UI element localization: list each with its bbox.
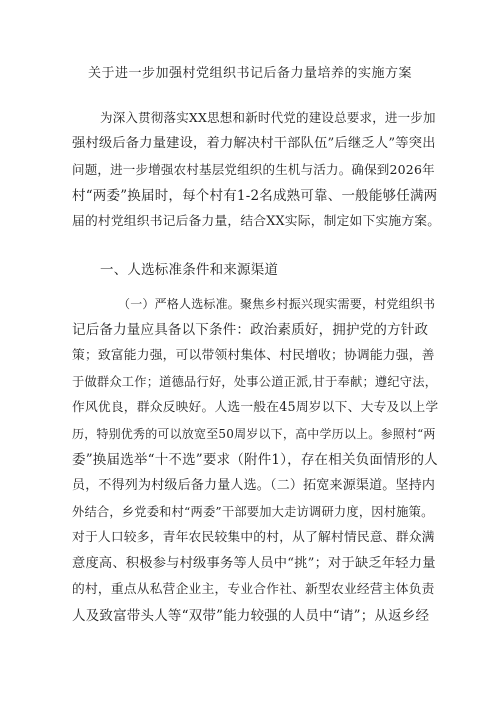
body-line-6: 历，特别优秀的可以放宽至50周岁以下，高中学历以上。参照村“两: [72, 427, 436, 441]
body-line-4: 于做群众工作；道德品行好，处事公道正派,甘于奉献；遵纪守法，: [72, 375, 438, 389]
body-line-13: 人及致富带头人等“双带”能力较强的人员中“请”；从返乡经: [72, 608, 430, 624]
intro-line-2: 强村级后备力量建设，着力解决村干部队伍”后继乏人”等突出: [72, 136, 436, 151]
intro-line-5: 届的村党组织书记后备力量，结合XX实际，制定如下实施方案。: [72, 214, 441, 229]
document-title: 关于进一步加强村党组织书记后备力量培养的实施方案: [87, 66, 412, 81]
body-line-8: 员，不得列为村级后备力量人选。（二）拓宽来源渠道。坚持内: [72, 478, 436, 493]
body-line-12: 的村，重点从私营企业主，专业合作社、新型农业经营主体负责: [72, 582, 435, 597]
body-line-9: 外结合，乡党委和村“两委”干部要加大走访调研力度，因村施策。: [72, 505, 434, 519]
body-line-5: 作风优良，群众反映好。人选一般在45周岁以下、大专及以上学: [72, 400, 439, 415]
section-heading: 一、人选标准条件和来源渠道: [100, 262, 279, 278]
body-line-7: 委”换届选举“十不选”要求（附件1），存在相关负面情形的人: [72, 452, 438, 468]
body-line-10: 对于人口较多，青年农民较集中的村，从了解村情民意、群众满: [72, 530, 435, 545]
body-line-3: 策；致富能力强，可以带领村集体、村民增收；协调能力强，善: [72, 348, 435, 363]
body-line-11: 意度高、积极参与村级事务等人员中“挑”；对于缺乏年轻力量: [72, 556, 436, 571]
intro-line-4: 村“两委”换届时，每个村有1-2名成熟可靠、一般能够任满两: [72, 188, 438, 204]
intro-line-3: 问题，进一步增强农村基层党组织的生机与活力。确保到2026年: [72, 162, 435, 177]
body-line-2: 记后备力量应具备以下条件：政治素质好，拥护党的方针政: [72, 322, 429, 338]
intro-line-1: 为深入贯彻落实XX思想和新时代党的建设总要求，进一步加: [100, 110, 436, 125]
body-line-1: （一）严格人选标准。聚焦乡村振兴现实需要，村党组织书: [118, 297, 436, 311]
